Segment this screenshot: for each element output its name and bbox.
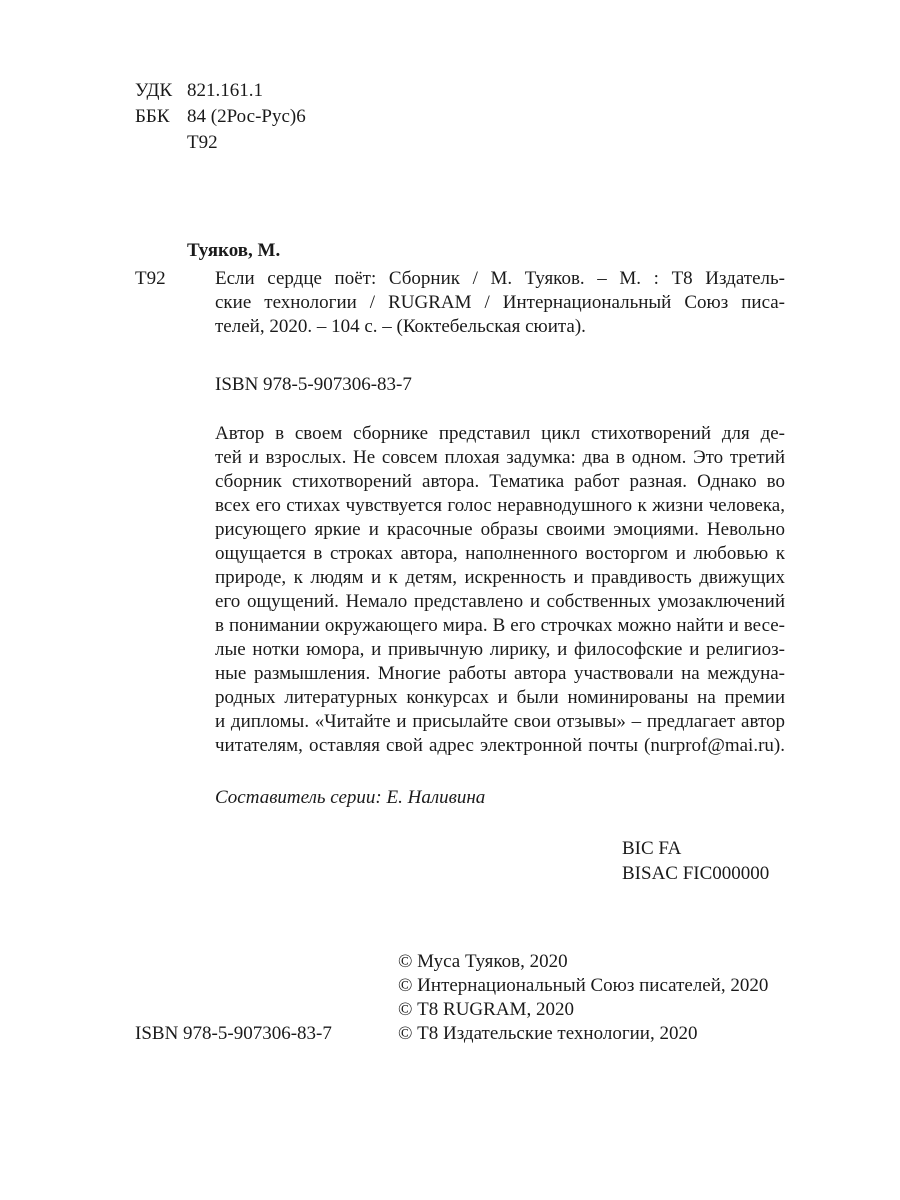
annotation-line: ощущается в строках автора, наполненного восторгом и любовью к [215,543,785,564]
udk-label: УДК [135,80,173,101]
udk-row [135,79,263,103]
annotation-line: Автор в своем сборнике представил цикл стихотворений для де- [215,423,785,444]
annotation-line: сборник стихотворений автора. Тематика работ разная. Однако во [215,471,785,492]
annotation-line: рисующего яркие и красочные образы своими эмоциями. Невольно [215,519,785,540]
copyright-block [398,950,768,1046]
bbk-row [135,105,306,129]
copyright-line: © Т8 RUGRAM, 2020 [398,999,574,1020]
series-compiler: Составитель серии: Е. Наливина [215,787,486,808]
annotation-line: тей и взрослых. Не совсем плохая задумка: два в одном. Это третий [215,447,785,468]
annotation-line: читателям, оставляя свой адрес электронной почты (nurprof@mai.ru). [215,735,785,756]
bibliographic-description [215,267,785,339]
annotation-line: лые нотки юмора, и привычную лирику, и философские и религиоз- [215,639,785,660]
biblio-line: Если сердце поёт: Сборник / М. Туяков. – М. : Т8 Издатель- [215,268,785,289]
copyright-line: © Интернациональный Союз писателей, 2020 [398,975,769,996]
biblio-line: телей, 2020. – 104 с. – (Коктебельская сюита). [215,316,586,337]
udk-value: 821.161.1 [187,80,263,101]
bbk-value: 84 (2Рос-Рус)6 [187,106,306,127]
bic-code: BIC FA [622,838,682,859]
annotation-line: в понимании окружающего мира. В его строчках можно найти и весе- [215,615,785,636]
annotation-line: всех его стихах чувствуется голос неравнодушного к жизни человека, [215,495,785,516]
annotation-line: ные размышления. Многие работы автора участвовали на междуна- [215,663,785,684]
biblio-line: ские технологии / RUGRAM / Интернациональный Союз писа- [215,292,785,313]
entry-author-mark: Т92 [135,268,166,289]
copyright-line: © Муса Туяков, 2020 [398,951,568,972]
annotation-line: его ощущений. Немало представлено и собственных умозаключений [215,591,785,612]
annotation-line: и дипломы. «Читайте и присылайте свои отзывы» – предлагает автор [215,711,785,732]
annotation-line: природе, к людям и к детям, искренность и правдивость движущих [215,567,785,588]
annotation-line: родных литературных конкурсах и были номинированы на премии [215,687,785,708]
footer-isbn: ISBN 978-5-907306-83-7 [135,1023,332,1044]
author-mark: Т92 [187,132,218,153]
copyright-line: © Т8 Издательские технологии, 2020 [398,1023,698,1044]
annotation-paragraph [215,422,785,758]
entry-isbn: ISBN 978-5-907306-83-7 [215,374,412,395]
author-heading: Туяков, М. [187,240,281,261]
bbk-label: ББК [135,106,170,127]
bisac-code: BISAC FIC000000 [622,863,770,884]
